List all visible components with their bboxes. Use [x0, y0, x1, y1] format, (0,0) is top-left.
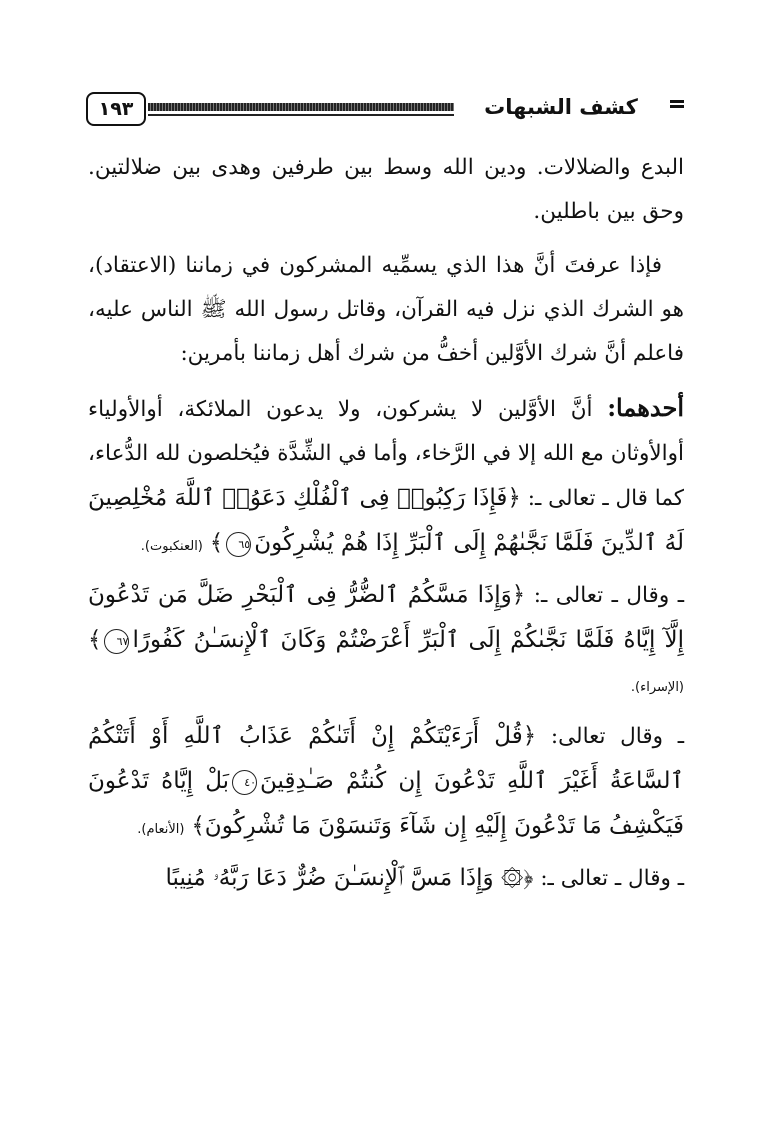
page-number-box: ١٩٣: [86, 92, 146, 126]
point-heading: أحدهما:: [607, 393, 684, 422]
verse-close-bracket: ﴾: [88, 627, 102, 653]
header-underline: [148, 114, 454, 116]
paragraph-4-intro: ـ وقال ـ تعالى ـ:: [533, 583, 685, 608]
running-header: [86, 92, 684, 128]
page-body: [88, 146, 684, 901]
paragraph-4: [88, 573, 684, 710]
verse-close-bracket: ﴾: [209, 530, 224, 556]
quran-verse-anam-b: بَلْ إِيَّاهُ تَدْعُونَ فَيَكْشِفُ مَا تَدْعُونَ إِلَيْهِ إِن شَآءَ وَتَنسَوْنَ مَا تُشْرِكُونَ﴾: [88, 768, 684, 839]
surah-reference: (الأنعام).: [137, 822, 185, 837]
paragraph-5: [88, 714, 684, 852]
paragraph-6: [88, 856, 684, 901]
paragraph-5-intro: ـ وقال تعالى:: [550, 724, 684, 749]
paragraph-6-intro: ـ وقال ـ تعالى ـ:: [540, 866, 684, 891]
quran-verse-anam-a: ﴿قُلْ أَرَءَيْتَكُمْ إِنْ أَتَىٰكُمْ عَذَابُ ٱللَّهِ أَوْ أَتَتْكُمُ ٱلسَّاعَةُ أَغَيْرَ ٱللَّهِ تَدْعُونَ إِن كُنتُمْ صَـٰدِقِينَ: [88, 723, 684, 794]
ayah-marker-65: ٦٥: [226, 532, 251, 557]
paragraph-3: [88, 386, 684, 569]
quran-verse-ankabut: ﴿فَإِذَا رَكِبُوا۟ فِى ٱلْفُلْكِ دَعَوُا۟ ٱللَّهَ مُخْلِصِينَ لَهُ ٱلدِّينَ فَلَمَّا نَجَّىٰهُمْ إِلَى ٱلْبَرِّ إِذَا هُمْ يُشْرِكُونَ: [88, 485, 684, 556]
surah-reference: (العنكبوت).: [140, 539, 203, 554]
paragraph-2: فإذا عرفتَ أنَّ هذا الذي يسمِّيه المشركون في زماننا (الاعتقاد)، هو الشرك الذي نزل فيه القرآن، وقاتل رسول الله ﷺ الناس عليه، فاعلم أنَّ شرك الأوَّلين أخفُّ من شرك أهل زماننا بأمرين:: [88, 253, 684, 366]
quran-verse-zumar: ﴿۞ وَإِذَا مَسَّ ٱلْإِنسَـٰنَ ضُرٌّ دَعَا رَبَّهُۥ مُنِيبًا: [165, 865, 534, 891]
header-rule: [148, 103, 454, 111]
paragraph-3-text: أنَّ الأوَّلين لا يشركون، ولا يدعون الملائكة، أوالأولياء أوالأوثان مع الله إلا في الرَّخاء، وأما في الشِّدَّة فيُخلصون لله الدُّعاء، كما قال ـ تعالى ـ:: [88, 397, 684, 511]
ayah-marker-67: ٦٧: [104, 629, 129, 654]
ayah-marker-40: ٤٠: [232, 770, 257, 795]
quran-verse-isra: ﴿وَإِذَا مَسَّكُمُ ٱلضُّرُّ فِى ٱلْبَحْرِ ضَلَّ مَن تَدْعُونَ إِلَّآ إِيَّاهُ فَلَمَّا نَجَّىٰكُمْ إِلَى ٱلْبَرِّ أَعْرَضْتُمْ وَكَانَ ٱلْإِنسَـٰنُ كَفُورًا: [88, 582, 684, 653]
running-title: كشف الشبهات: [484, 95, 638, 119]
paragraph-1: البدع والضلالات. ودين الله وسط بين طرفين وهدى بين ضلالتين. وحق بين باطلين.: [88, 155, 684, 224]
header-ornament-icon: [670, 100, 684, 114]
surah-reference: (الإسراء).: [630, 680, 684, 695]
